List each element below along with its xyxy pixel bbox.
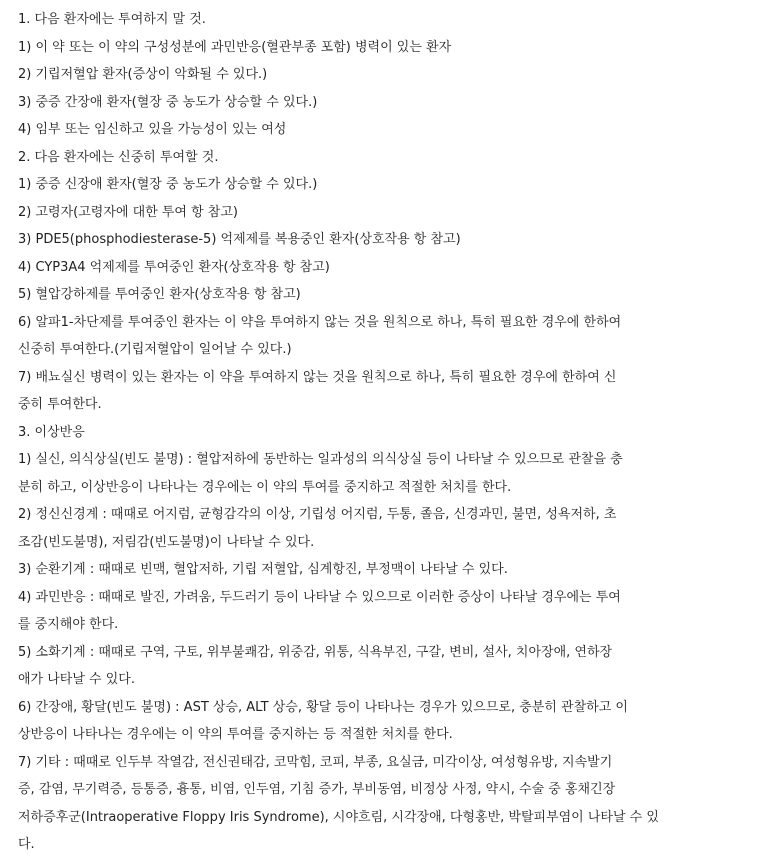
text-line: 2) 기립저혈압 환자(증상이 악화될 수 있다.) (18, 67, 268, 82)
text-line: 2) 정신신경계 : 때때로 어지럼, 균형감각의 이상, 기립성 어지럼, 두통, 졸음, 신경과민, 불면, 성욕저하, 초 (18, 507, 617, 522)
text-line: 3) 중증 간장애 환자(혈장 중 농도가 상승할 수 있다.) (18, 94, 318, 110)
text-line: 6) 간장애, 황달(빈도 불명) : AST 상승, ALT 상승, 황달 등이 나타나는 경우가 있으므로, 충분히 관찰하고 이 (18, 699, 628, 715)
text-line: 6) 알파1-차단제를 투여중인 환자는 이 약을 투여하지 않는 것을 원칙으로 하나, 특히 필요한 경우에 한하여 (18, 314, 622, 330)
heading-careful-administration: 2. 다음 환자에는 신중히 투여할 것. (18, 149, 219, 165)
text-line: 증, 감염, 무기력증, 등통증, 흉통, 비염, 인두염, 기침 증가, 부비동염, 비정상 사정, 약시, 수술 중 홍채긴장 (18, 782, 616, 797)
text-line: 5) 혈압강하제를 투여중인 환자(상호작용 항 참고) (18, 287, 301, 302)
text-line: 1) 실신, 의식상실(빈도 불명) : 혈압저하에 동반하는 일과성의 의식상실 등이 나타날 수 있으므로 관찰을 충 (18, 452, 623, 467)
text-line: 3) PDE5(phosphodiesterase-5) 억제제를 복용중인 환자(상호작용 항 참고) (18, 232, 461, 247)
text-line: 4) 임부 또는 임신하고 있을 가능성이 있는 여성 (18, 122, 287, 137)
text-line: 7) 기타 : 때때로 인두부 작열감, 전신권태감, 코막힘, 코피, 부종, 요실금, 미각이상, 여성형유방, 지속발기 (18, 754, 613, 770)
text-line: 조감(빈도불명), 저림감(빈도불명)이 나타날 수 있다. (18, 534, 315, 550)
heading-contraindications: 1. 다음 환자에는 투여하지 말 것. (18, 12, 206, 27)
heading-adverse-reactions: 3. 이상반응 (18, 424, 85, 440)
text-line: 5) 소화기계 : 때때로 구역, 구토, 위부불쾌감, 위중감, 위통, 식욕부진, 구갈, 변비, 설사, 치아장애, 연하장 (18, 644, 613, 660)
text-line: 4) 과민반응 : 때때로 발진, 가려움, 두드러기 등이 나타날 수 있으므로 이러한 증상이 나타날 경우에는 투여 (18, 589, 621, 605)
text-line: 2) 고령자(고령자에 대한 투여 항 참고) (18, 204, 238, 220)
text-line: 중히 투여한다. (18, 397, 102, 412)
text-line: 저하증후군(Intraoperative Floppy Iris Syndrome), 시야흐림, 시각장애, 다형홍반, 박탈피부염이 나타날 수 있 (18, 809, 659, 825)
text-line: 분히 하고, 이상반응이 나타나는 경우에는 이 약의 투여를 중지하고 적절한 처치를 한다. (18, 479, 512, 495)
text-line: 를 중지해야 한다. (18, 617, 119, 632)
text-line: 1) 중증 신장애 환자(혈장 중 농도가 상승할 수 있다.) (18, 177, 318, 192)
text-line: 다. (18, 837, 35, 852)
text-line: 애가 나타날 수 있다. (18, 672, 135, 687)
text-line: 1) 이 약 또는 이 약의 구성성분에 과민반응(혈관부종 포함) 병력이 있는 환자 (18, 39, 452, 55)
text-line: 7) 배뇨실신 병력이 있는 환자는 이 약을 투여하지 않는 것을 원칙으로 하나, 특히 필요한 경우에 한하여 신 (18, 369, 617, 385)
text-line: 상반응이 나타나는 경우에는 이 약의 투여를 중지하는 등 적절한 처치를 한다. (18, 727, 453, 742)
text-line: 신중히 투여한다.(기립저혈압이 일어날 수 있다.) (18, 342, 292, 357)
text-line: 4) CYP3A4 억제제를 투여중인 환자(상호작용 항 참고) (18, 259, 330, 275)
text-line: 3) 순환기계 : 때때로 빈맥, 혈압저하, 기립 저혈압, 심계항진, 부정맥이 나타날 수 있다. (18, 562, 508, 577)
